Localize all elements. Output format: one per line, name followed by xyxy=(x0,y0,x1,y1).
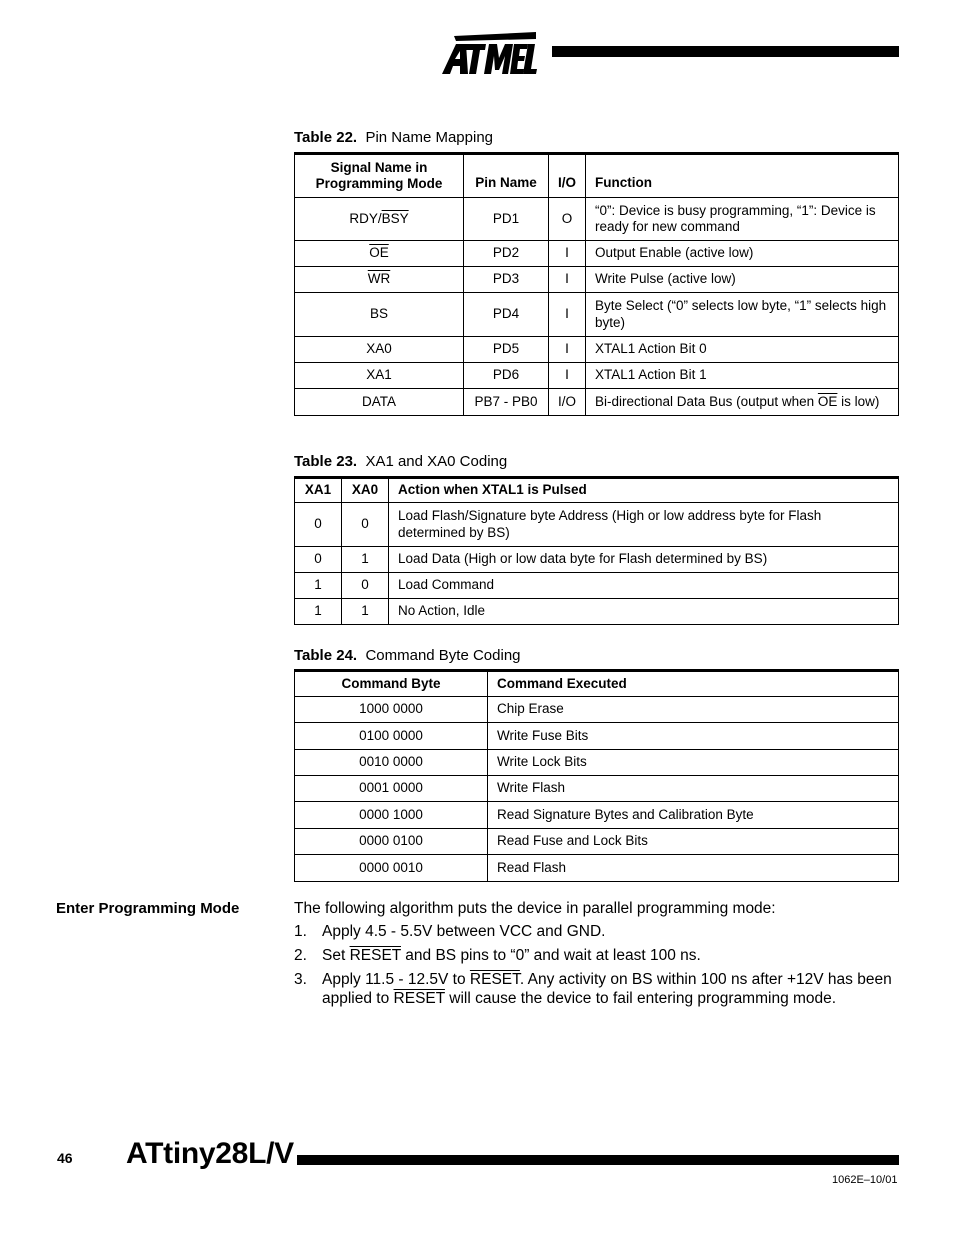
command-byte-cell: 0010 0000 xyxy=(295,750,488,776)
column-header: Action when XTAL1 is Pulsed xyxy=(389,478,899,503)
signal-cell: XA1 xyxy=(295,363,464,389)
command-byte-cell: 0000 0010 xyxy=(295,855,488,882)
list-number: 3. xyxy=(294,971,307,988)
column-header: XA0 xyxy=(342,478,389,503)
table-24-command-byte-coding xyxy=(294,669,899,882)
pin-cell: PD6 xyxy=(464,363,549,389)
command-executed-cell: Chip Erase xyxy=(488,697,899,723)
list-text: Apply 4.5 - 5.5V between VCC and GND. xyxy=(322,923,606,940)
page-number: 46 xyxy=(57,1150,73,1166)
function-cell: Write Pulse (active low) xyxy=(586,267,899,293)
signal-cell: DATA xyxy=(295,389,464,416)
command-executed-cell: Read Signature Bytes and Calibration Byte xyxy=(488,802,899,829)
function-cell: “0”: Device is busy programming, “1”: Device is ready for new command xyxy=(586,198,899,241)
table-row xyxy=(295,363,899,389)
table-row xyxy=(295,855,899,882)
xa0-cell: 1 xyxy=(342,547,389,573)
column-header: Command Executed xyxy=(488,671,899,697)
command-executed-cell: Read Flash xyxy=(488,855,899,882)
io-cell: I xyxy=(549,267,586,293)
command-executed-cell: Write Fuse Bits xyxy=(488,723,899,750)
column-header: Pin Name xyxy=(464,154,549,198)
io-cell: I xyxy=(549,363,586,389)
table-row xyxy=(295,829,899,855)
pin-cell: PD1 xyxy=(464,198,549,241)
table-row xyxy=(295,697,899,723)
list-number: 2. xyxy=(294,947,307,964)
xa1-cell: 1 xyxy=(295,573,342,599)
table-24-caption: Table 24. Command Byte Coding xyxy=(294,647,521,664)
xa1-cell: 1 xyxy=(295,599,342,625)
table-23-caption: Table 23. XA1 and XA0 Coding xyxy=(294,453,508,470)
function-cell: XTAL1 Action Bit 0 xyxy=(586,337,899,363)
io-cell: I xyxy=(549,293,586,337)
xa0-cell: 1 xyxy=(342,599,389,625)
pin-cell: PB7 - PB0 xyxy=(464,389,549,416)
xa1-cell: 0 xyxy=(295,547,342,573)
table-row xyxy=(295,547,899,573)
command-byte-cell: 0000 1000 xyxy=(295,802,488,829)
table-row xyxy=(295,293,899,337)
command-executed-cell: Write Lock Bits xyxy=(488,750,899,776)
function-cell: Bi-directional Data Bus (output when $\overline{OE}$ is low) xyxy=(586,389,899,416)
column-header: XA1 xyxy=(295,478,342,503)
action-cell: Load Flash/Signature byte Address (High or low address byte for Flash determined by BS) xyxy=(389,503,899,547)
action-cell: No Action, Idle xyxy=(389,599,899,625)
table-row xyxy=(295,198,899,241)
action-cell: Load Data (High or low data byte for Flash determined by BS) xyxy=(389,547,899,573)
pin-cell: PD5 xyxy=(464,337,549,363)
pin-cell: PD2 xyxy=(464,241,549,267)
signal-cell: $\overline{OE}$ xyxy=(295,241,464,267)
function-cell: Output Enable (active low) xyxy=(586,241,899,267)
table-row xyxy=(295,389,899,416)
header-rule xyxy=(552,46,899,57)
table-23-xa-coding xyxy=(294,476,899,625)
signal-cell: BS xyxy=(295,293,464,337)
signal-cell: $\overline{WR}$ xyxy=(295,267,464,293)
pin-cell: PD4 xyxy=(464,293,549,337)
section-heading: Enter Programming Mode xyxy=(56,900,240,917)
table-row xyxy=(295,241,899,267)
column-header: Command Byte xyxy=(295,671,488,697)
signal-cell: RDY/$\overline{BSY}$ xyxy=(295,198,464,241)
column-header: I/O xyxy=(549,154,586,198)
table-22-caption: Table 22. Pin Name Mapping xyxy=(294,129,494,146)
function-cell: XTAL1 Action Bit 1 xyxy=(586,363,899,389)
section-intro: The following algorithm puts the device in parallel programming mode: xyxy=(294,900,776,917)
io-cell: I xyxy=(549,337,586,363)
document-code: 1062E–10/01 xyxy=(832,1174,898,1186)
column-header: Signal Name in Programming Mode xyxy=(295,154,464,198)
io-cell: I/O xyxy=(549,389,586,416)
table-row xyxy=(295,267,899,293)
table-row xyxy=(295,503,899,547)
table-row xyxy=(295,573,899,599)
footer-rule xyxy=(297,1155,899,1165)
function-cell: Byte Select (“0” selects low byte, “1” selects high byte) xyxy=(586,293,899,337)
xa1-cell: 0 xyxy=(295,503,342,547)
table-row xyxy=(295,337,899,363)
signal-cell: XA0 xyxy=(295,337,464,363)
column-header: Function xyxy=(586,154,899,198)
list-number: 1. xyxy=(294,923,307,940)
command-byte-cell: 0000 0100 xyxy=(295,829,488,855)
table-row xyxy=(295,750,899,776)
command-byte-cell: 1000 0000 xyxy=(295,697,488,723)
io-cell: O xyxy=(549,198,586,241)
xa0-cell: 0 xyxy=(342,503,389,547)
command-executed-cell: Read Fuse and Lock Bits xyxy=(488,829,899,855)
command-byte-cell: 0001 0000 xyxy=(295,776,488,802)
atmel-logo xyxy=(440,30,538,78)
command-byte-cell: 0100 0000 xyxy=(295,723,488,750)
list-text: Apply 11.5 - 12.5V to RESET. Any activity on BS within 100 ns after +12V has been applied to RESET will cause the device to fail entering programming mode. xyxy=(322,971,892,1007)
table-row xyxy=(295,802,899,829)
io-cell: I xyxy=(549,241,586,267)
pin-cell: PD3 xyxy=(464,267,549,293)
table-row xyxy=(295,723,899,750)
table-22-pin-name-mapping xyxy=(294,152,899,416)
table-row xyxy=(295,776,899,802)
document-title: ATtiny28L/V xyxy=(126,1137,294,1170)
action-cell: Load Command xyxy=(389,573,899,599)
xa0-cell: 0 xyxy=(342,573,389,599)
command-executed-cell: Write Flash xyxy=(488,776,899,802)
table-row xyxy=(295,599,899,625)
list-text: Set RESET and BS pins to “0” and wait at least 100 ns. xyxy=(322,947,701,964)
